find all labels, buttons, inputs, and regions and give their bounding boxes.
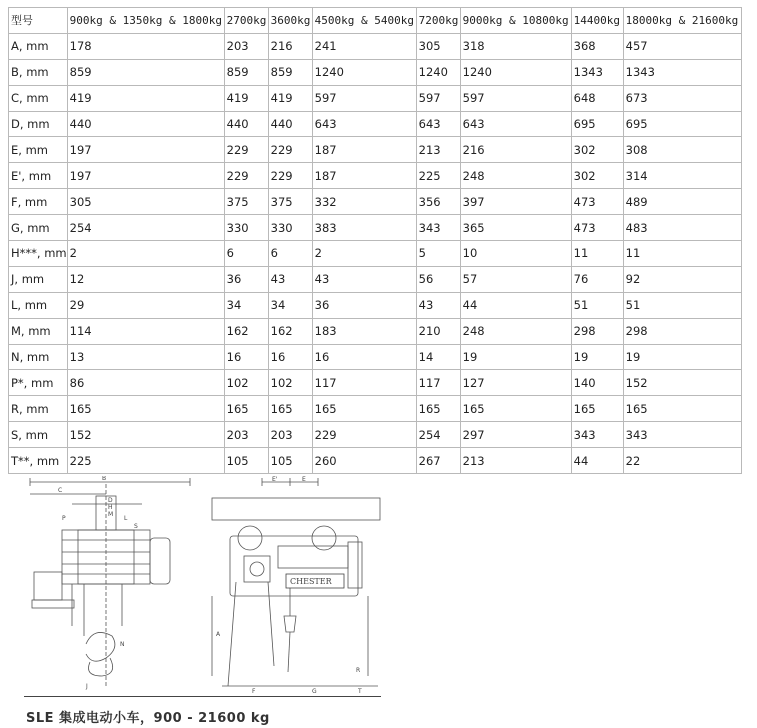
table-cell: 297 bbox=[460, 422, 571, 448]
table-row bbox=[9, 422, 742, 448]
header-cell: 7200kg bbox=[416, 8, 460, 34]
row-label-cell: G, mm bbox=[9, 215, 68, 241]
table-cell: 11 bbox=[571, 241, 623, 267]
table-row bbox=[9, 318, 742, 344]
dim-label-s: S bbox=[134, 523, 138, 530]
table-cell: 229 bbox=[312, 422, 416, 448]
table-cell: 43 bbox=[268, 266, 312, 292]
figure-caption: SLE 集成电动小车，900 - 21600 kg bbox=[26, 711, 270, 726]
table-row bbox=[9, 396, 742, 422]
table-cell: 165 bbox=[67, 396, 224, 422]
table-row bbox=[9, 215, 742, 241]
header-cell: 型号 bbox=[9, 8, 68, 34]
trolley-end-view-drawing bbox=[22, 476, 202, 694]
table-cell: 213 bbox=[460, 448, 571, 474]
table-cell: 57 bbox=[460, 266, 571, 292]
table-cell: 419 bbox=[67, 85, 224, 111]
dim-label-a: A bbox=[216, 631, 221, 638]
table-cell: 440 bbox=[268, 111, 312, 137]
table-cell: 308 bbox=[623, 137, 741, 163]
table-cell: 127 bbox=[460, 370, 571, 396]
trolley-side-view-drawing bbox=[208, 476, 384, 696]
table-cell: 152 bbox=[623, 370, 741, 396]
table-cell: 152 bbox=[67, 422, 224, 448]
header-cell: 3600kg bbox=[268, 8, 312, 34]
dim-label-r: R bbox=[356, 667, 361, 674]
table-cell: 302 bbox=[571, 163, 623, 189]
header-cell: 18000kg & 21600kg bbox=[623, 8, 741, 34]
dim-label-h: H bbox=[108, 504, 113, 511]
table-cell: 298 bbox=[623, 318, 741, 344]
table-cell: 241 bbox=[312, 33, 416, 59]
dim-label-m: M bbox=[108, 511, 114, 518]
table-cell: 473 bbox=[571, 215, 623, 241]
table-cell: 16 bbox=[224, 344, 268, 370]
table-cell: 203 bbox=[224, 33, 268, 59]
table-cell: 597 bbox=[416, 85, 460, 111]
table-cell: 305 bbox=[67, 189, 224, 215]
table-cell: 92 bbox=[623, 266, 741, 292]
dim-label-b: B bbox=[102, 476, 107, 482]
row-label-cell: M, mm bbox=[9, 318, 68, 344]
table-cell: 197 bbox=[67, 137, 224, 163]
table-cell: 105 bbox=[224, 448, 268, 474]
table-cell: 483 bbox=[623, 215, 741, 241]
table-cell: 643 bbox=[312, 111, 416, 137]
dim-label-j: J bbox=[86, 683, 88, 690]
table-cell: 165 bbox=[623, 396, 741, 422]
dim-label-p: P bbox=[62, 515, 66, 522]
table-cell: 117 bbox=[416, 370, 460, 396]
table-cell: 36 bbox=[312, 292, 416, 318]
row-label-cell: H***, mm bbox=[9, 241, 68, 267]
table-row bbox=[9, 33, 742, 59]
table-cell: 457 bbox=[623, 33, 741, 59]
dim-label-g: G bbox=[312, 688, 317, 695]
table-cell: 165 bbox=[312, 396, 416, 422]
table-cell: 225 bbox=[416, 163, 460, 189]
table-cell: 1240 bbox=[460, 59, 571, 85]
dim-label-c: C bbox=[58, 487, 63, 494]
table-cell: 356 bbox=[416, 189, 460, 215]
row-label-cell: B, mm bbox=[9, 59, 68, 85]
row-label-cell: E, mm bbox=[9, 137, 68, 163]
table-cell: 210 bbox=[416, 318, 460, 344]
table-cell: 43 bbox=[312, 266, 416, 292]
table-cell: 36 bbox=[224, 266, 268, 292]
table-cell: 102 bbox=[268, 370, 312, 396]
table-cell: 440 bbox=[67, 111, 224, 137]
table-cell: 375 bbox=[268, 189, 312, 215]
table-cell: 254 bbox=[416, 422, 460, 448]
row-label-cell: T**, mm bbox=[9, 448, 68, 474]
table-cell: 102 bbox=[224, 370, 268, 396]
table-cell: 695 bbox=[571, 111, 623, 137]
table-cell: 165 bbox=[460, 396, 571, 422]
row-label-cell: P*, mm bbox=[9, 370, 68, 396]
header-cell: 9000kg & 10800kg bbox=[460, 8, 571, 34]
table-row bbox=[9, 85, 742, 111]
table-cell: 695 bbox=[623, 111, 741, 137]
table-cell: 51 bbox=[571, 292, 623, 318]
table-cell: 13 bbox=[67, 344, 224, 370]
table-row bbox=[9, 111, 742, 137]
table-row bbox=[9, 189, 742, 215]
table-cell: 229 bbox=[224, 137, 268, 163]
table-cell: 440 bbox=[224, 111, 268, 137]
table-cell: 16 bbox=[268, 344, 312, 370]
table-cell: 29 bbox=[67, 292, 224, 318]
table-cell: 11 bbox=[623, 241, 741, 267]
table-cell: 330 bbox=[224, 215, 268, 241]
table-cell: 216 bbox=[460, 137, 571, 163]
table-cell: 1240 bbox=[416, 59, 460, 85]
table-row bbox=[9, 59, 742, 85]
row-label-cell: N, mm bbox=[9, 344, 68, 370]
table-cell: 140 bbox=[571, 370, 623, 396]
table-cell: 673 bbox=[623, 85, 741, 111]
table-cell: 19 bbox=[571, 344, 623, 370]
table-cell: 260 bbox=[312, 448, 416, 474]
table-cell: 22 bbox=[623, 448, 741, 474]
table-cell: 183 bbox=[312, 318, 416, 344]
table-cell: 225 bbox=[67, 448, 224, 474]
table-cell: 117 bbox=[312, 370, 416, 396]
table-cell: 597 bbox=[460, 85, 571, 111]
table-cell: 229 bbox=[224, 163, 268, 189]
table-cell: 19 bbox=[623, 344, 741, 370]
table-cell: 114 bbox=[67, 318, 224, 344]
table-cell: 267 bbox=[416, 448, 460, 474]
table-cell: 375 bbox=[224, 189, 268, 215]
table-cell: 643 bbox=[460, 111, 571, 137]
table-cell: 165 bbox=[224, 396, 268, 422]
header-cell: 2700kg bbox=[224, 8, 268, 34]
table-cell: 86 bbox=[67, 370, 224, 396]
row-label-cell: F, mm bbox=[9, 189, 68, 215]
table-cell: 165 bbox=[416, 396, 460, 422]
row-label-cell: A, mm bbox=[9, 33, 68, 59]
table-cell: 165 bbox=[571, 396, 623, 422]
dim-label-n: N bbox=[120, 641, 125, 648]
table-cell: 213 bbox=[416, 137, 460, 163]
table-cell: 105 bbox=[268, 448, 312, 474]
table-cell: 162 bbox=[224, 318, 268, 344]
header-cell: 14400kg bbox=[571, 8, 623, 34]
table-cell: 419 bbox=[224, 85, 268, 111]
table-cell: 368 bbox=[571, 33, 623, 59]
table-cell: 203 bbox=[224, 422, 268, 448]
table-cell: 489 bbox=[623, 189, 741, 215]
table-cell: 12 bbox=[67, 266, 224, 292]
table-cell: 305 bbox=[416, 33, 460, 59]
table-cell: 14 bbox=[416, 344, 460, 370]
table-cell: 165 bbox=[268, 396, 312, 422]
table-cell: 187 bbox=[312, 163, 416, 189]
table-cell: 318 bbox=[460, 33, 571, 59]
row-label-cell: D, mm bbox=[9, 111, 68, 137]
table-cell: 643 bbox=[416, 111, 460, 137]
table-cell: 162 bbox=[268, 318, 312, 344]
table-cell: 1343 bbox=[571, 59, 623, 85]
table-cell: 6 bbox=[224, 241, 268, 267]
header-cell: 900kg & 1350kg & 1800kg bbox=[67, 8, 224, 34]
table-cell: 330 bbox=[268, 215, 312, 241]
table-header-row bbox=[9, 8, 742, 34]
table-cell: 397 bbox=[460, 189, 571, 215]
table-cell: 597 bbox=[312, 85, 416, 111]
table-cell: 10 bbox=[460, 241, 571, 267]
table-cell: 44 bbox=[460, 292, 571, 318]
dim-label-l: L bbox=[124, 515, 128, 522]
dim-label-e: E bbox=[302, 476, 306, 483]
table-cell: 76 bbox=[571, 266, 623, 292]
table-cell: 229 bbox=[268, 137, 312, 163]
table-cell: 343 bbox=[571, 422, 623, 448]
table-row bbox=[9, 137, 742, 163]
table-cell: 343 bbox=[416, 215, 460, 241]
table-cell: 383 bbox=[312, 215, 416, 241]
table-cell: 34 bbox=[268, 292, 312, 318]
table-cell: 51 bbox=[623, 292, 741, 318]
table-cell: 859 bbox=[268, 59, 312, 85]
row-label-cell: S, mm bbox=[9, 422, 68, 448]
table-cell: 197 bbox=[67, 163, 224, 189]
table-row bbox=[9, 266, 742, 292]
table-cell: 298 bbox=[571, 318, 623, 344]
table-cell: 859 bbox=[67, 59, 224, 85]
table-row bbox=[9, 163, 742, 189]
table-cell: 365 bbox=[460, 215, 571, 241]
table-cell: 34 bbox=[224, 292, 268, 318]
table-cell: 302 bbox=[571, 137, 623, 163]
table-cell: 216 bbox=[268, 33, 312, 59]
table-cell: 56 bbox=[416, 266, 460, 292]
dim-label-d: D bbox=[108, 497, 113, 504]
table-cell: 16 bbox=[312, 344, 416, 370]
table-row bbox=[9, 241, 742, 267]
table-cell: 473 bbox=[571, 189, 623, 215]
table-row bbox=[9, 448, 742, 474]
table-cell: 419 bbox=[268, 85, 312, 111]
row-label-cell: C, mm bbox=[9, 85, 68, 111]
table-cell: 314 bbox=[623, 163, 741, 189]
table-cell: 6 bbox=[268, 241, 312, 267]
table-cell: 248 bbox=[460, 318, 571, 344]
dim-label-t: T bbox=[358, 688, 362, 695]
table-cell: 332 bbox=[312, 189, 416, 215]
table-cell: 43 bbox=[416, 292, 460, 318]
table-cell: 203 bbox=[268, 422, 312, 448]
table-cell: 2 bbox=[67, 241, 224, 267]
table-cell: 44 bbox=[571, 448, 623, 474]
table-cell: 2 bbox=[312, 241, 416, 267]
table-cell: 343 bbox=[623, 422, 741, 448]
table-cell: 178 bbox=[67, 33, 224, 59]
table-row bbox=[9, 292, 742, 318]
table-cell: 19 bbox=[460, 344, 571, 370]
table-cell: 254 bbox=[67, 215, 224, 241]
table-cell: 1240 bbox=[312, 59, 416, 85]
row-label-cell: J, mm bbox=[9, 266, 68, 292]
table-cell: 248 bbox=[460, 163, 571, 189]
table-cell: 5 bbox=[416, 241, 460, 267]
table-cell: 859 bbox=[224, 59, 268, 85]
caption-rule bbox=[24, 696, 381, 697]
table-cell: 229 bbox=[268, 163, 312, 189]
header-cell: 4500kg & 5400kg bbox=[312, 8, 416, 34]
table-cell: 187 bbox=[312, 137, 416, 163]
table-cell: 1343 bbox=[623, 59, 741, 85]
row-label-cell: E', mm bbox=[9, 163, 68, 189]
row-label-cell: R, mm bbox=[9, 396, 68, 422]
table-row bbox=[9, 344, 742, 370]
table-cell: 648 bbox=[571, 85, 623, 111]
dim-label-e-prime: E' bbox=[272, 476, 278, 483]
brand-plate: CHESTER bbox=[290, 577, 332, 586]
table-row bbox=[9, 370, 742, 396]
row-label-cell: L, mm bbox=[9, 292, 68, 318]
dim-label-f: F bbox=[252, 688, 256, 695]
spec-table bbox=[8, 7, 742, 474]
